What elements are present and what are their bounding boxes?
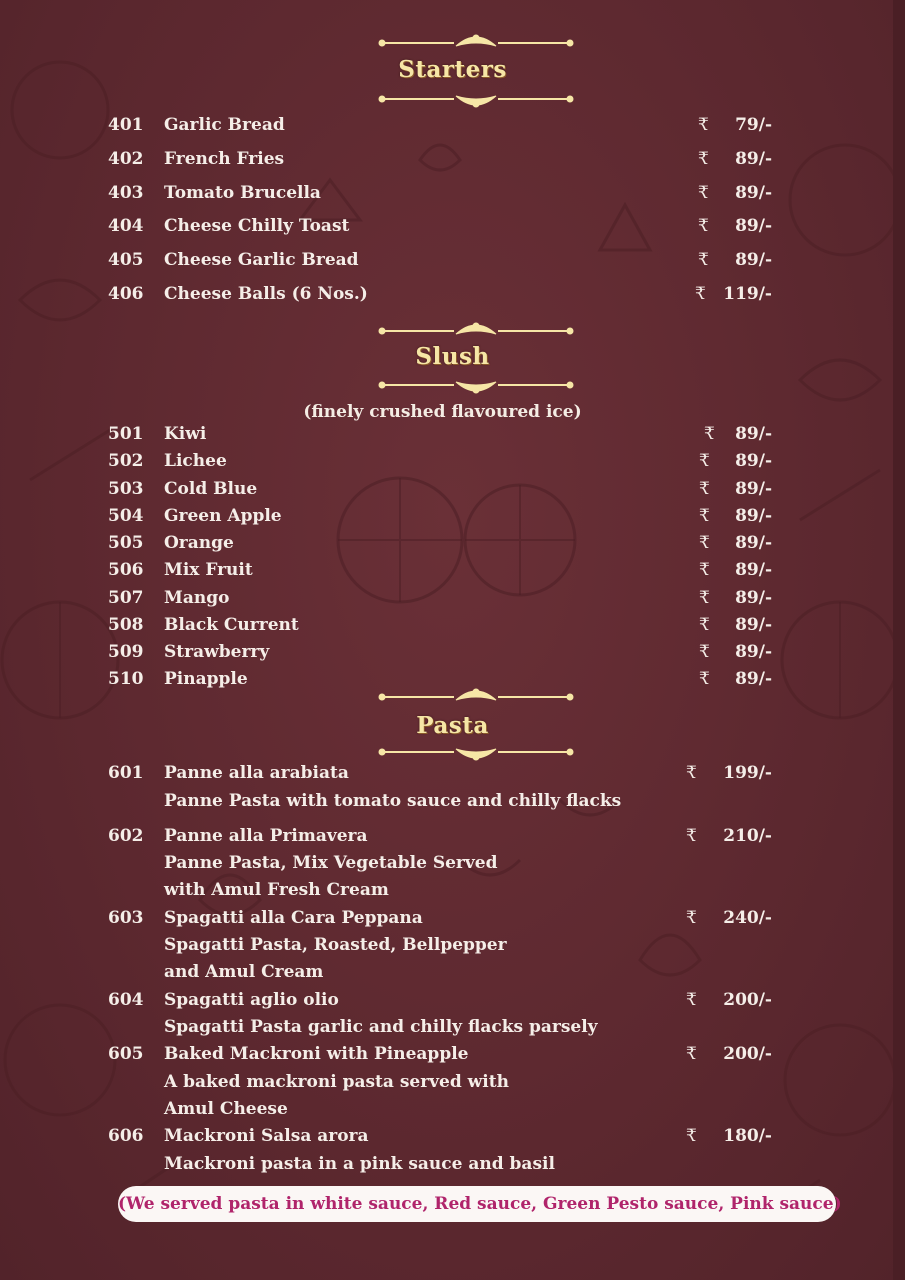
item-name: Cheese Balls (6 Nos.)	[164, 284, 368, 304]
item-price: 210/-	[723, 826, 772, 846]
item-price: 200/-	[723, 1044, 772, 1064]
item-description: Mackroni pasta in a pink sauce and basil	[164, 1154, 555, 1174]
item-code: 510	[108, 669, 144, 689]
rupee-icon: ₹	[699, 479, 710, 499]
item-code: 508	[108, 615, 144, 635]
item-name: Garlic Bread	[164, 115, 285, 135]
item-name: Mango	[164, 588, 230, 608]
item-price: 89/-	[735, 451, 772, 471]
item-name: Cheese Garlic Bread	[164, 250, 359, 270]
item-price: 89/-	[735, 533, 772, 553]
item-price: 89/-	[735, 506, 772, 526]
menu-item	[108, 115, 778, 141]
item-price: 89/-	[735, 615, 772, 635]
menu-item	[108, 588, 778, 614]
item-code: 604	[108, 990, 144, 1010]
item-description: Panne Pasta, Mix Vegetable Served	[164, 853, 498, 873]
menu-item	[108, 424, 778, 450]
item-code: 506	[108, 560, 144, 580]
item-code: 501	[108, 424, 144, 444]
section-subtitle-slush: (finely crushed flavoured ice)	[303, 402, 582, 422]
section-title-slush: Slush	[415, 343, 490, 370]
item-code: 602	[108, 826, 144, 846]
menu-item	[108, 533, 778, 559]
ornament-top-slush-icon	[376, 320, 576, 342]
item-price: 89/-	[735, 669, 772, 689]
item-name: Green Apple	[164, 506, 282, 526]
rupee-icon: ₹	[699, 615, 710, 635]
rupee-icon: ₹	[686, 908, 697, 928]
item-name: Black Current	[164, 615, 299, 635]
rupee-icon: ₹	[699, 533, 710, 553]
item-name: Strawberry	[164, 642, 270, 662]
item-price: 199/-	[723, 763, 772, 783]
menu-item	[108, 826, 778, 852]
item-code: 504	[108, 506, 144, 526]
rupee-icon: ₹	[704, 424, 715, 444]
item-description: Spagatti Pasta garlic and chilly flacks parsely	[164, 1017, 598, 1037]
ornament-bottom-slush-icon	[376, 374, 576, 396]
page-edge	[893, 0, 905, 1280]
item-price: 89/-	[735, 588, 772, 608]
item-price: 180/-	[723, 1126, 772, 1146]
menu-item	[108, 615, 778, 641]
item-name: Baked Mackroni with Pineapple	[164, 1044, 469, 1064]
item-price: 240/-	[723, 908, 772, 928]
menu-item	[108, 451, 778, 477]
item-code: 503	[108, 479, 144, 499]
item-name: Cold Blue	[164, 479, 258, 499]
item-price: 89/-	[735, 560, 772, 580]
menu-item	[108, 506, 778, 532]
rupee-icon: ₹	[698, 216, 709, 236]
rupee-icon: ₹	[698, 149, 709, 169]
menu-item	[108, 149, 778, 175]
item-name: Mix Fruit	[164, 560, 253, 580]
item-description: and Amul Cream	[164, 962, 324, 982]
item-code: 406	[108, 284, 144, 304]
item-price: 89/-	[735, 216, 772, 236]
item-code: 402	[108, 149, 144, 169]
item-name: Tomato Brucella	[164, 183, 321, 203]
item-price: 89/-	[735, 479, 772, 499]
item-code: 404	[108, 216, 144, 236]
menu-item	[108, 479, 778, 505]
item-code: 606	[108, 1126, 144, 1146]
rupee-icon: ₹	[698, 183, 709, 203]
item-description: Amul Cheese	[164, 1099, 288, 1119]
menu-item	[108, 642, 778, 668]
pasta-sauce-note: (We served pasta in white sauce, Red sauce, Green Pesto sauce, Pink sauce)	[118, 1186, 836, 1222]
rupee-icon: ₹	[686, 1044, 697, 1064]
menu-item	[108, 216, 778, 242]
rupee-icon: ₹	[698, 250, 709, 270]
item-name: Spagatti aglio olio	[164, 990, 339, 1010]
rupee-icon: ₹	[699, 669, 710, 689]
item-description: A baked mackroni pasta served with	[164, 1072, 509, 1092]
menu-item	[108, 1126, 778, 1152]
rupee-icon: ₹	[686, 990, 697, 1010]
item-name: Pinapple	[164, 669, 248, 689]
item-price: 89/-	[735, 250, 772, 270]
menu-item	[108, 284, 778, 310]
item-price: 200/-	[723, 990, 772, 1010]
menu-item	[108, 990, 778, 1016]
item-name: Lichee	[164, 451, 227, 471]
section-title-pasta: Pasta	[416, 712, 489, 739]
item-description: with Amul Fresh Cream	[164, 880, 389, 900]
menu-item	[108, 183, 778, 209]
ornament-bottom-pasta-icon	[376, 741, 576, 763]
rupee-icon: ₹	[699, 588, 710, 608]
rupee-icon: ₹	[686, 763, 697, 783]
item-code: 601	[108, 763, 144, 783]
item-description: Panne Pasta with tomato sauce and chilly flacks	[164, 791, 622, 811]
ornament-top-pasta-icon	[376, 686, 576, 708]
item-code: 502	[108, 451, 144, 471]
item-name: Panne alla Primavera	[164, 826, 368, 846]
item-name: French Fries	[164, 149, 285, 169]
menu-item	[108, 250, 778, 276]
item-price: 89/-	[735, 642, 772, 662]
ornament-top-starters-icon	[376, 32, 576, 54]
item-code: 605	[108, 1044, 144, 1064]
item-code: 505	[108, 533, 144, 553]
item-name: Orange	[164, 533, 234, 553]
item-price: 89/-	[735, 424, 772, 444]
rupee-icon: ₹	[686, 1126, 697, 1146]
rupee-icon: ₹	[698, 115, 709, 135]
menu-item	[108, 1044, 778, 1070]
menu-item	[108, 763, 778, 789]
section-title-starters: Starters	[398, 56, 507, 83]
menu-item	[108, 560, 778, 586]
item-price: 79/-	[735, 115, 772, 135]
rupee-icon: ₹	[699, 642, 710, 662]
rupee-icon: ₹	[699, 560, 710, 580]
item-code: 507	[108, 588, 144, 608]
item-code: 405	[108, 250, 144, 270]
item-price: 89/-	[735, 183, 772, 203]
menu-item	[108, 908, 778, 934]
item-code: 603	[108, 908, 144, 928]
item-name: Mackroni Salsa arora	[164, 1126, 369, 1146]
rupee-icon: ₹	[695, 284, 706, 304]
item-name: Spagatti alla Cara Peppana	[164, 908, 423, 928]
rupee-icon: ₹	[686, 826, 697, 846]
item-description: Spagatti Pasta, Roasted, Bellpepper	[164, 935, 507, 955]
item-code: 509	[108, 642, 144, 662]
item-price: 89/-	[735, 149, 772, 169]
rupee-icon: ₹	[699, 506, 710, 526]
item-name: Panne alla arabiata	[164, 763, 349, 783]
item-name: Kiwi	[164, 424, 207, 444]
item-price: 119/-	[723, 284, 772, 304]
item-name: Cheese Chilly Toast	[164, 216, 350, 236]
item-code: 403	[108, 183, 144, 203]
item-code: 401	[108, 115, 144, 135]
ornament-bottom-starters-icon	[376, 88, 576, 110]
rupee-icon: ₹	[699, 451, 710, 471]
